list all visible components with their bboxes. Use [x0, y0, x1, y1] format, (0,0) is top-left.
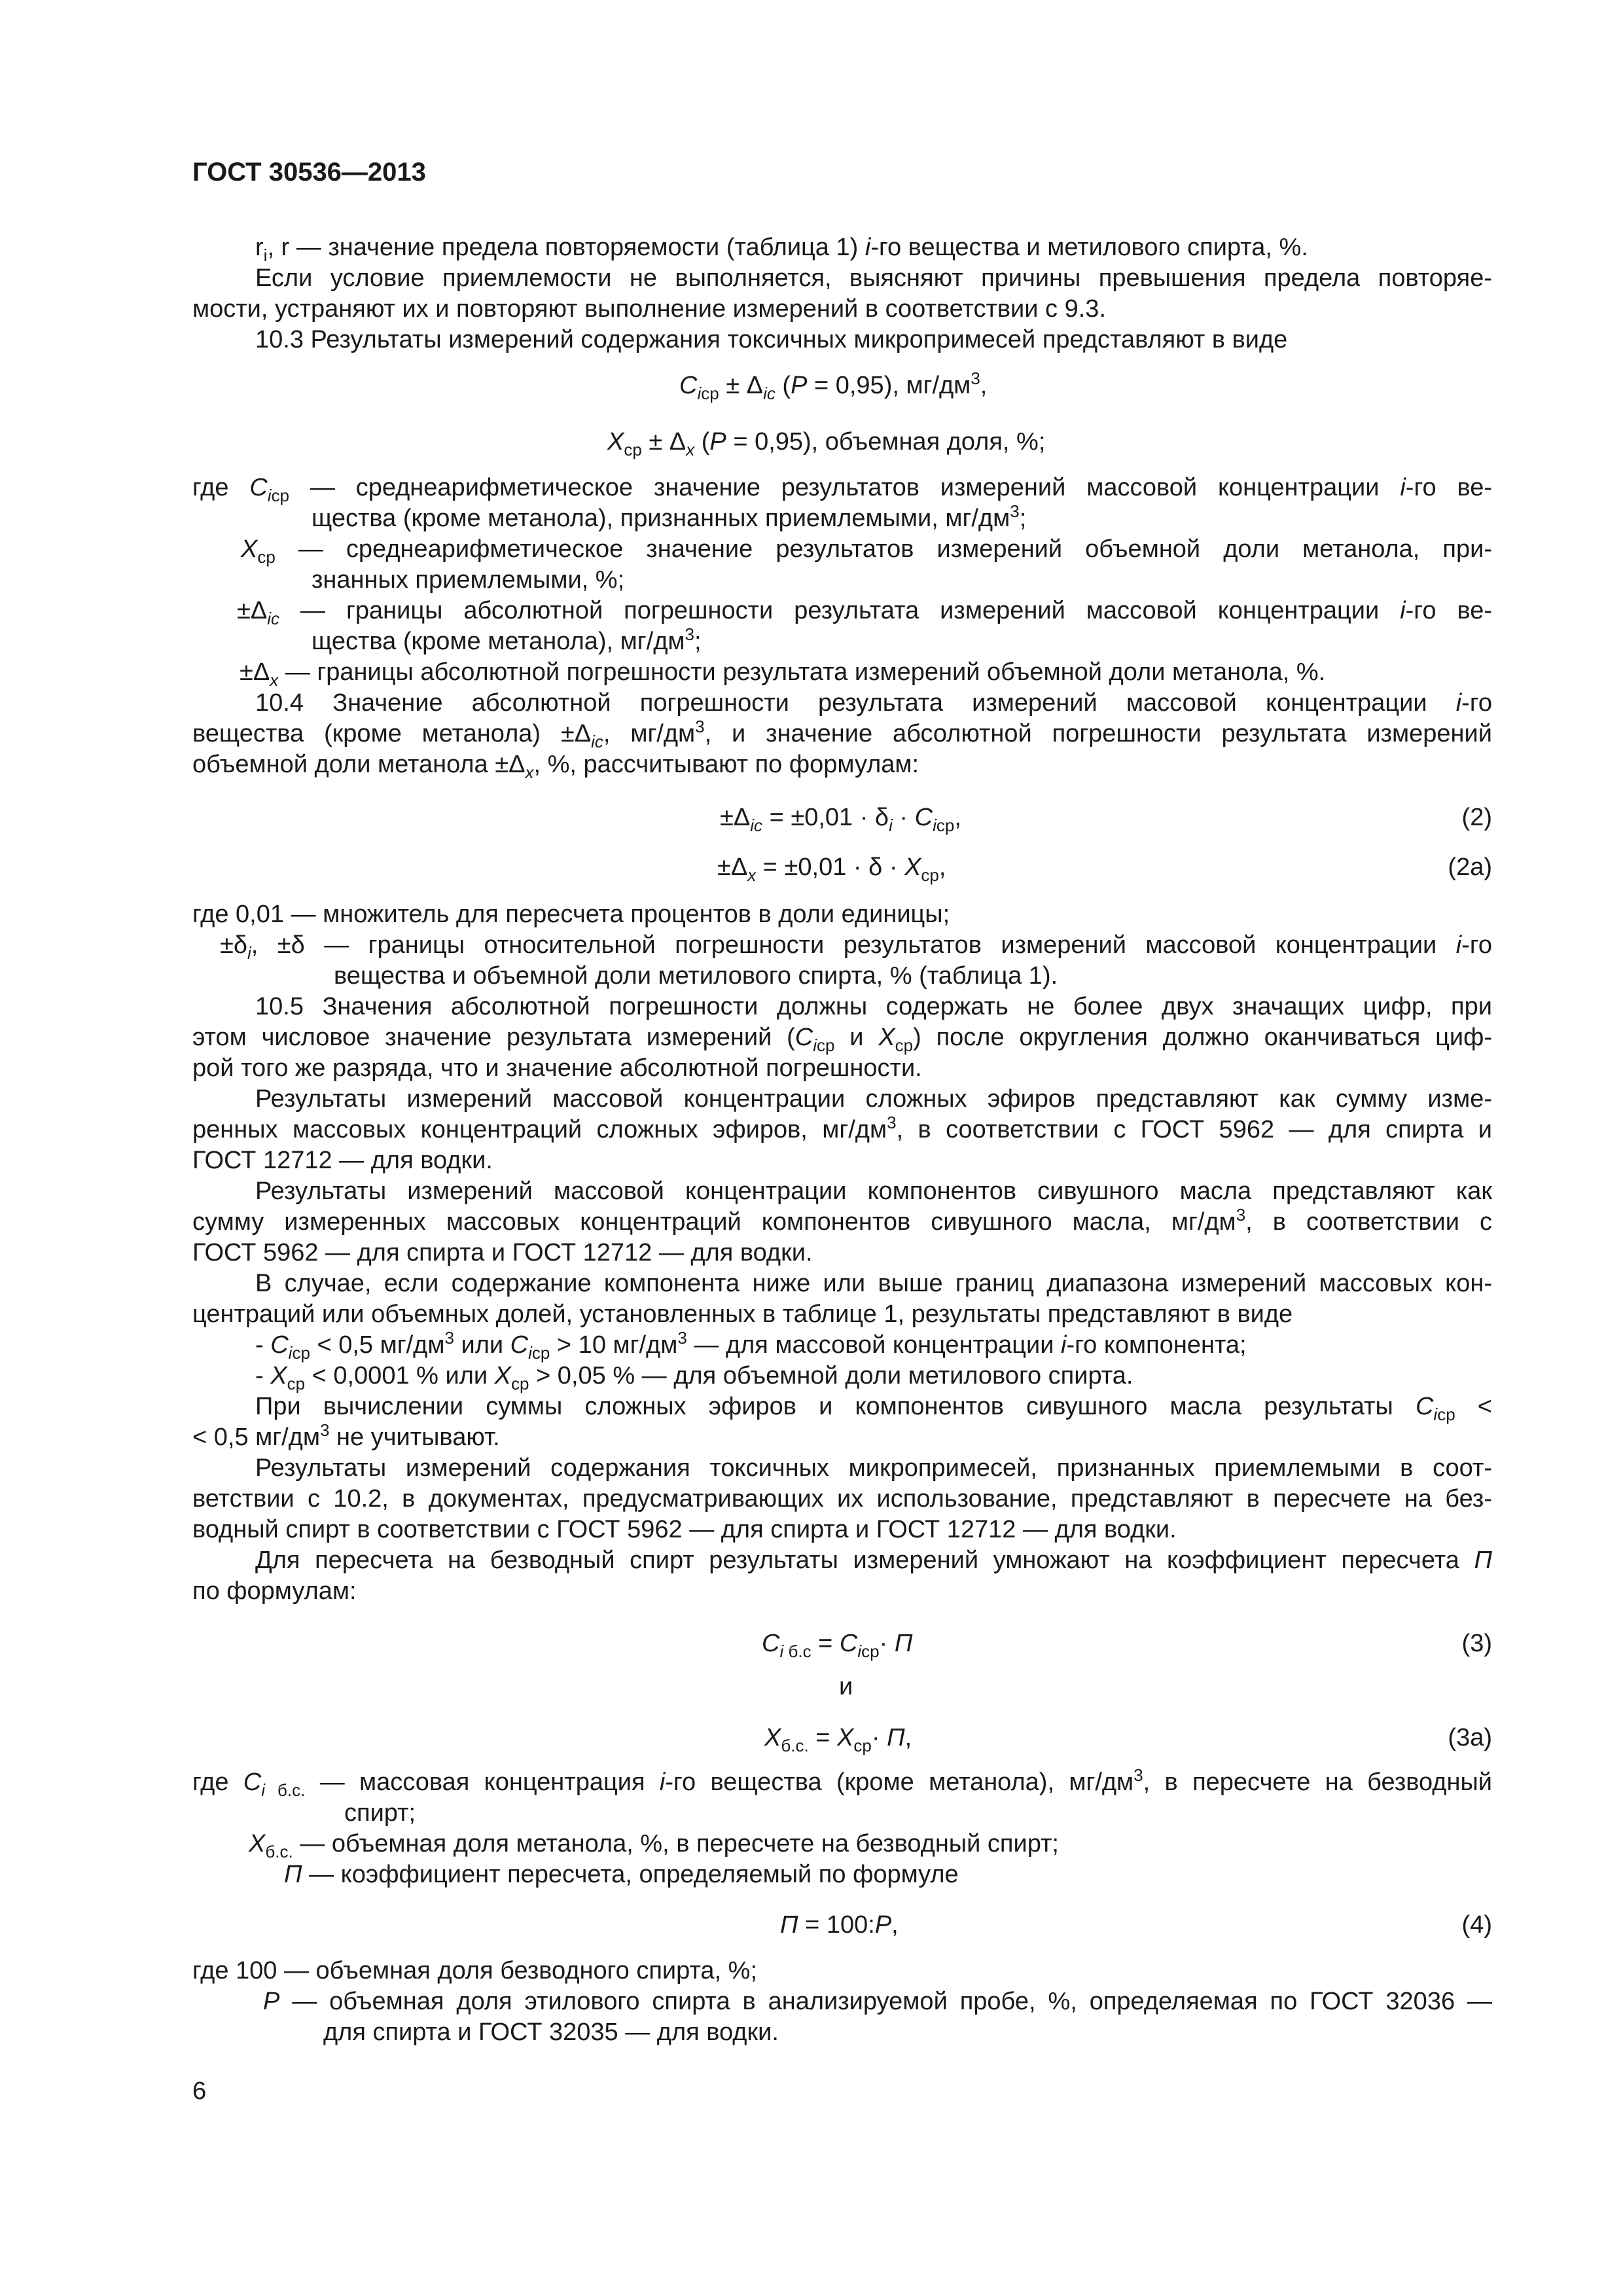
- text-line: ГОСТ 5962 — для спирта и ГОСТ 12712 — для водки.: [192, 1239, 813, 1266]
- text-line: В случае, если содержание компонента ниже или выше границ диапазона измерений массовых кон-: [255, 1270, 1492, 1297]
- text-line: по формулам:: [192, 1577, 357, 1605]
- formula-3a-number: (3а): [1448, 1724, 1492, 1751]
- formula-4-number: (4): [1461, 1911, 1492, 1939]
- text-line: щества (кроме метанола), признанных приемлемыми, $мг/дм^3$;: [312, 501, 1027, 532]
- list-item: - $C_{iср} < 0,5$ $мг/дм^3$ или $C_{iср} > 10$ $мг/дм^3$ — для массовой концентрации i-го компонента;: [255, 1328, 1247, 1363]
- text-line: вещества (кроме метанола) $\pm\Delta_{ic}$, $мг/дм^3$, и значение абсолютной погрешности результата измерений: [192, 717, 1492, 751]
- text-line: $\pm\Delta_x$ — границы абсолютной погрешности результата измерений объемной доли метанола, %.: [240, 658, 1326, 690]
- text-line: $r_i$, r — значение предела повторяемости (таблица 1) i-го вещества и метилового спирта, %.: [255, 234, 1308, 265]
- formula-3a: $X_{б.с.} = X_{ср}\cdot П$,: [764, 1724, 912, 1755]
- text-line: щества (кроме метанола), $мг/дм^3$;: [312, 624, 702, 655]
- text-line: $\pm\delta_i$, ±δ — границы относительной погрешности результатов измерений массовой концентрации i-го: [220, 931, 1492, 963]
- text-line: знанных приемлемыми, %;: [312, 566, 625, 594]
- text-line: Для пересчета на безводный спирт результаты измерений умножают на коэффициент пересчета П: [255, 1547, 1492, 1574]
- text-line: где $C_{iср}$ — среднеарифметическое значение результатов измерений массовой концентрации i-го ве-: [192, 474, 1492, 505]
- text-line: ренных массовых концентраций сложных эфиров, $мг/дм^3$, в соответствии с ГОСТ 5962 — для спирта и: [192, 1113, 1493, 1143]
- formula-2a-number: (2а): [1448, 853, 1492, 881]
- text-line: При вычислении суммы сложных эфиров и компонентов сивушного масла результаты $C_{iср}$ <: [255, 1393, 1493, 1424]
- formula-result-concentration: $C_{iср} \pm \Delta_{ic}$ (P = 0,95), $мг/дм^3$,: [679, 368, 988, 403]
- text-line: где $C_i$ $_{б.с.}$ — массовая концентрация i-го вещества (кроме метанола), $мг/дм^3$, в пересчете на безводный: [192, 1765, 1492, 1800]
- formula-2: $\pm\Delta_{ic} = \pm 0,01 \cdot \delta_i \cdot C_{iср}$,: [720, 804, 961, 835]
- formula-conjunction: и: [839, 1673, 853, 1700]
- formula-2-number: (2): [1461, 804, 1492, 831]
- text-line: Результаты измерений массовой концентрации сложных эфиров представляют как сумму изме-: [255, 1085, 1492, 1113]
- text-line: 10.3 Результаты измерений содержания токсичных микропримесей представляют в виде: [255, 326, 1288, 353]
- formula-4: П = 100:P,: [780, 1911, 899, 1939]
- text-line: ГОСТ 12712 — для водки.: [192, 1147, 493, 1174]
- text-line: 10.5 Значения абсолютной погрешности должны содержать не более двух значащих цифр, при: [255, 993, 1492, 1020]
- text-line: $X_{ср}$ — среднеарифметическое значение результатов измерений объемной доли метанола, при-: [241, 535, 1492, 567]
- text-line: для спирта и ГОСТ 32035 — для водки.: [323, 2018, 779, 2046]
- page-number: 6: [192, 2077, 207, 2105]
- text-line: объемной доли метанола $\pm\Delta_x$, %, рассчитывают по формулам:: [192, 751, 919, 782]
- text-line: $\pm\Delta_{ic}$ — границы абсолютной погрешности результата измерений массовой концентрации i-го ве-: [237, 597, 1492, 628]
- text-line: сумму измеренных массовых концентраций компонентов сивушного масла, $мг/дм^3$, в соответствии с: [192, 1205, 1492, 1236]
- text-line: ветствии с 10.2, в документах, предусматривающих их использование, представляют в пересчете на без-: [192, 1485, 1492, 1513]
- text-line: $X_{б.с.}$ — объемная доля метанола, %, в пересчете на безводный спирт;: [249, 1830, 1059, 1861]
- text-line: вещества и объемной доли метилового спирта, % (таблица 1).: [334, 962, 1058, 990]
- text-line: мости, устраняют их и повторяют выполнение измерений в соответствии с 9.3.: [192, 295, 1106, 323]
- text-line: P — объемная доля этилового спирта в анализируемой пробе, %, определяемая по ГОСТ 32036 —: [263, 1988, 1492, 2015]
- text-line: этом числовое значение результата измерений ($C_{iср}$ и $X_{ср}$) после округления должно оканчиваться циф-: [192, 1024, 1493, 1055]
- text-line: < 0,5 $мг/дм^3$ не учитывают.: [192, 1420, 500, 1451]
- text-line: центраций или объемных долей, установленных в таблице 1, результаты представляют в виде: [192, 1300, 1293, 1328]
- list-item: - $X_{ср} < 0,0001$ % или $X_{ср} > 0,05$ % — для объемной доли метилового спирта.: [255, 1362, 1133, 1393]
- text-line: водный спирт в соответствии с ГОСТ 5962 — для спирта и ГОСТ 12712 — для водки.: [192, 1516, 1177, 1543]
- text-line: 10.4 Значение абсолютной погрешности результата измерений массовой концентрации i-го: [255, 689, 1492, 717]
- formula-3-number: (3): [1461, 1630, 1492, 1657]
- formula-result-volume: $X_{ср} \pm \Delta_x$ (P = 0,95), объемная доля, %;: [607, 428, 1046, 459]
- document-header: ГОСТ 30536—2013: [192, 158, 426, 187]
- text-line: Результаты измерений массовой концентрации компонентов сивушного масла представляют как: [255, 1177, 1492, 1205]
- formula-3: $C_i$ $_{б.с} = C_{iср}\cdot П$: [762, 1630, 913, 1661]
- text-line: спирт;: [344, 1799, 416, 1827]
- text-line: П — коэффициент пересчета, определяемый по формуле: [284, 1861, 959, 1888]
- text-line: рой того же разряда, что и значение абсолютной погрешности.: [192, 1054, 922, 1082]
- formula-2a: $\pm\Delta_x = \pm 0,01 \cdot \delta \cdot X_{ср}$,: [717, 853, 946, 885]
- text-line: где 0,01 — множитель для пересчета процентов в доли единицы;: [192, 901, 950, 928]
- text-line: где 100 — объемная доля безводного спирта, %;: [192, 1957, 758, 1984]
- text-line: Если условие приемлемости не выполняется, выясняют причины превышения предела повторяе-: [255, 264, 1492, 292]
- text-line: Результаты измерений содержания токсичных микропримесей, признанных приемлемыми в соот-: [255, 1454, 1492, 1482]
